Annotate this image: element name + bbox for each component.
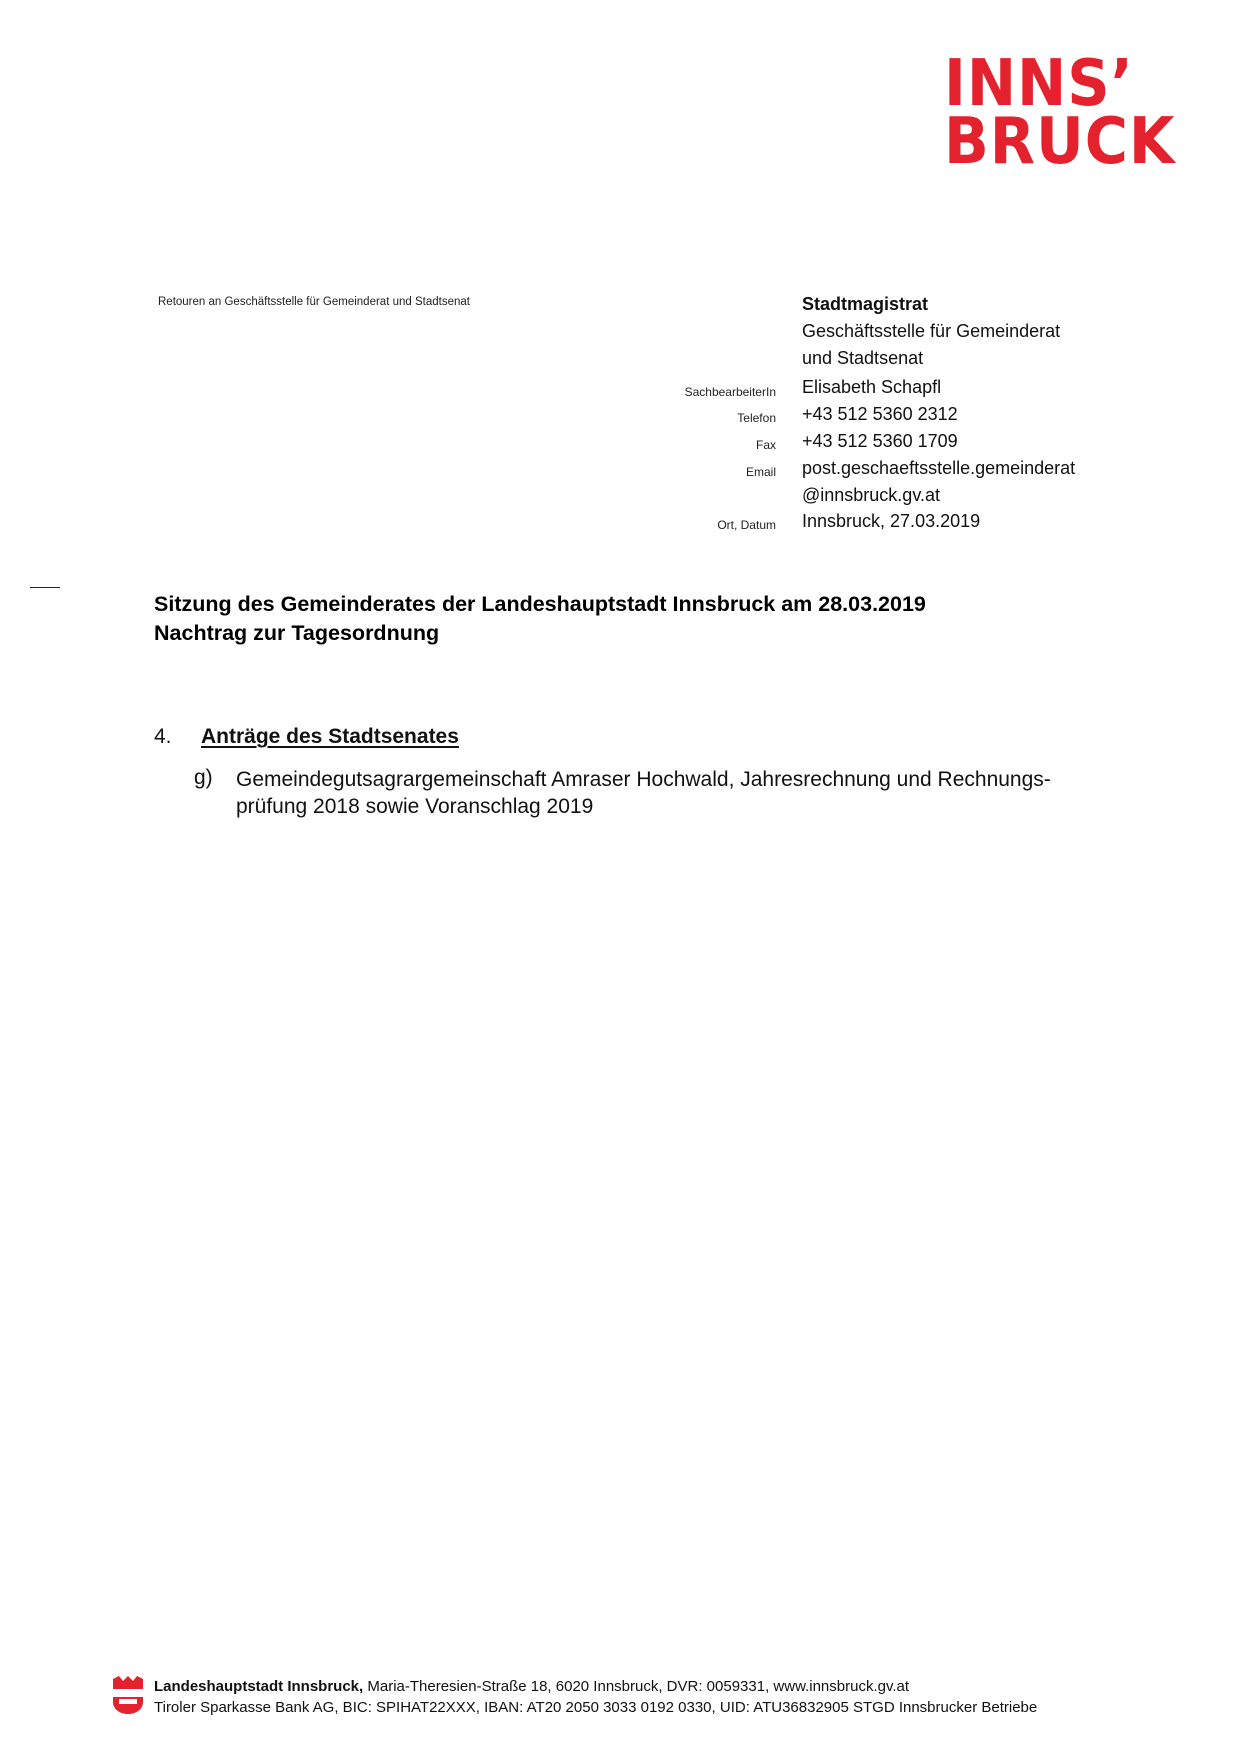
footer-address xyxy=(154,1678,909,1695)
logo-line-2: BRUCK xyxy=(944,105,1176,179)
footer-city-name: Landeshauptstadt Innsbruck, xyxy=(154,1678,364,1695)
agenda-number: 4. xyxy=(154,725,172,748)
date-label: Ort, Datum xyxy=(717,518,776,532)
email-value-line-2: @innsbruck.gv.at xyxy=(802,485,940,505)
fold-mark xyxy=(30,587,60,588)
fax-label: Fax xyxy=(755,438,776,452)
phone-value: +43 512 5360 2312 xyxy=(802,404,958,424)
city-logo xyxy=(944,47,1200,182)
city-emblem-icon xyxy=(111,1675,145,1715)
clerk-label: SachbearbeiterIn xyxy=(684,385,776,399)
fax-value: +43 512 5360 1709 xyxy=(802,431,958,451)
email-label: Email xyxy=(745,465,776,479)
department-line-2: Geschäftsstelle für Gemeinderat xyxy=(802,321,1061,341)
agenda-item-text xyxy=(236,766,1136,820)
subject xyxy=(154,590,926,648)
footer-address-details: Maria-Theresien-Straße 18, 6020 Innsbruck, DVR: 0059331, www.innsbruck.gv.at xyxy=(363,1678,910,1695)
subject-line-1: Sitzung des Gemeinderates der Landeshauptstadt Innsbruck am 28.03.2019 xyxy=(154,592,926,616)
return-address: Retouren an Geschäftsstelle für Gemeinderat und Stadtsenat xyxy=(158,296,470,308)
subject-line-2: Nachtrag zur Tagesordnung xyxy=(154,621,440,645)
clerk-value: Elisabeth Schapfl xyxy=(802,377,942,397)
date-value: Innsbruck, 27.03.2019 xyxy=(802,511,981,531)
agenda-item-letter: g) xyxy=(194,766,213,789)
email-value-line-1: post.geschaeftsstelle.gemeinderat xyxy=(802,458,1076,478)
department-line-3: und Stadtsenat xyxy=(802,348,924,368)
logo-line-1: INNS’ xyxy=(944,47,1134,121)
agenda-item-line-1: Gemeindegutsagrargemeinschaft Amraser Hochwald, Jahresrechnung und Rechnungs- xyxy=(236,768,1051,791)
agenda-title: Anträge des Stadtsenates xyxy=(201,725,459,748)
department-name: Stadtmagistrat xyxy=(802,294,929,314)
agenda-item-line-2: prüfung 2018 sowie Voranschlag 2019 xyxy=(236,795,594,818)
phone-label: Telefon xyxy=(737,411,776,425)
footer-bank-details: Tiroler Sparkasse Bank AG, BIC: SPIHAT22XXX, IBAN: AT20 2050 3033 0192 0330, UID: ATU36832905 STGD Innsbrucker Betriebe xyxy=(154,1699,1038,1716)
